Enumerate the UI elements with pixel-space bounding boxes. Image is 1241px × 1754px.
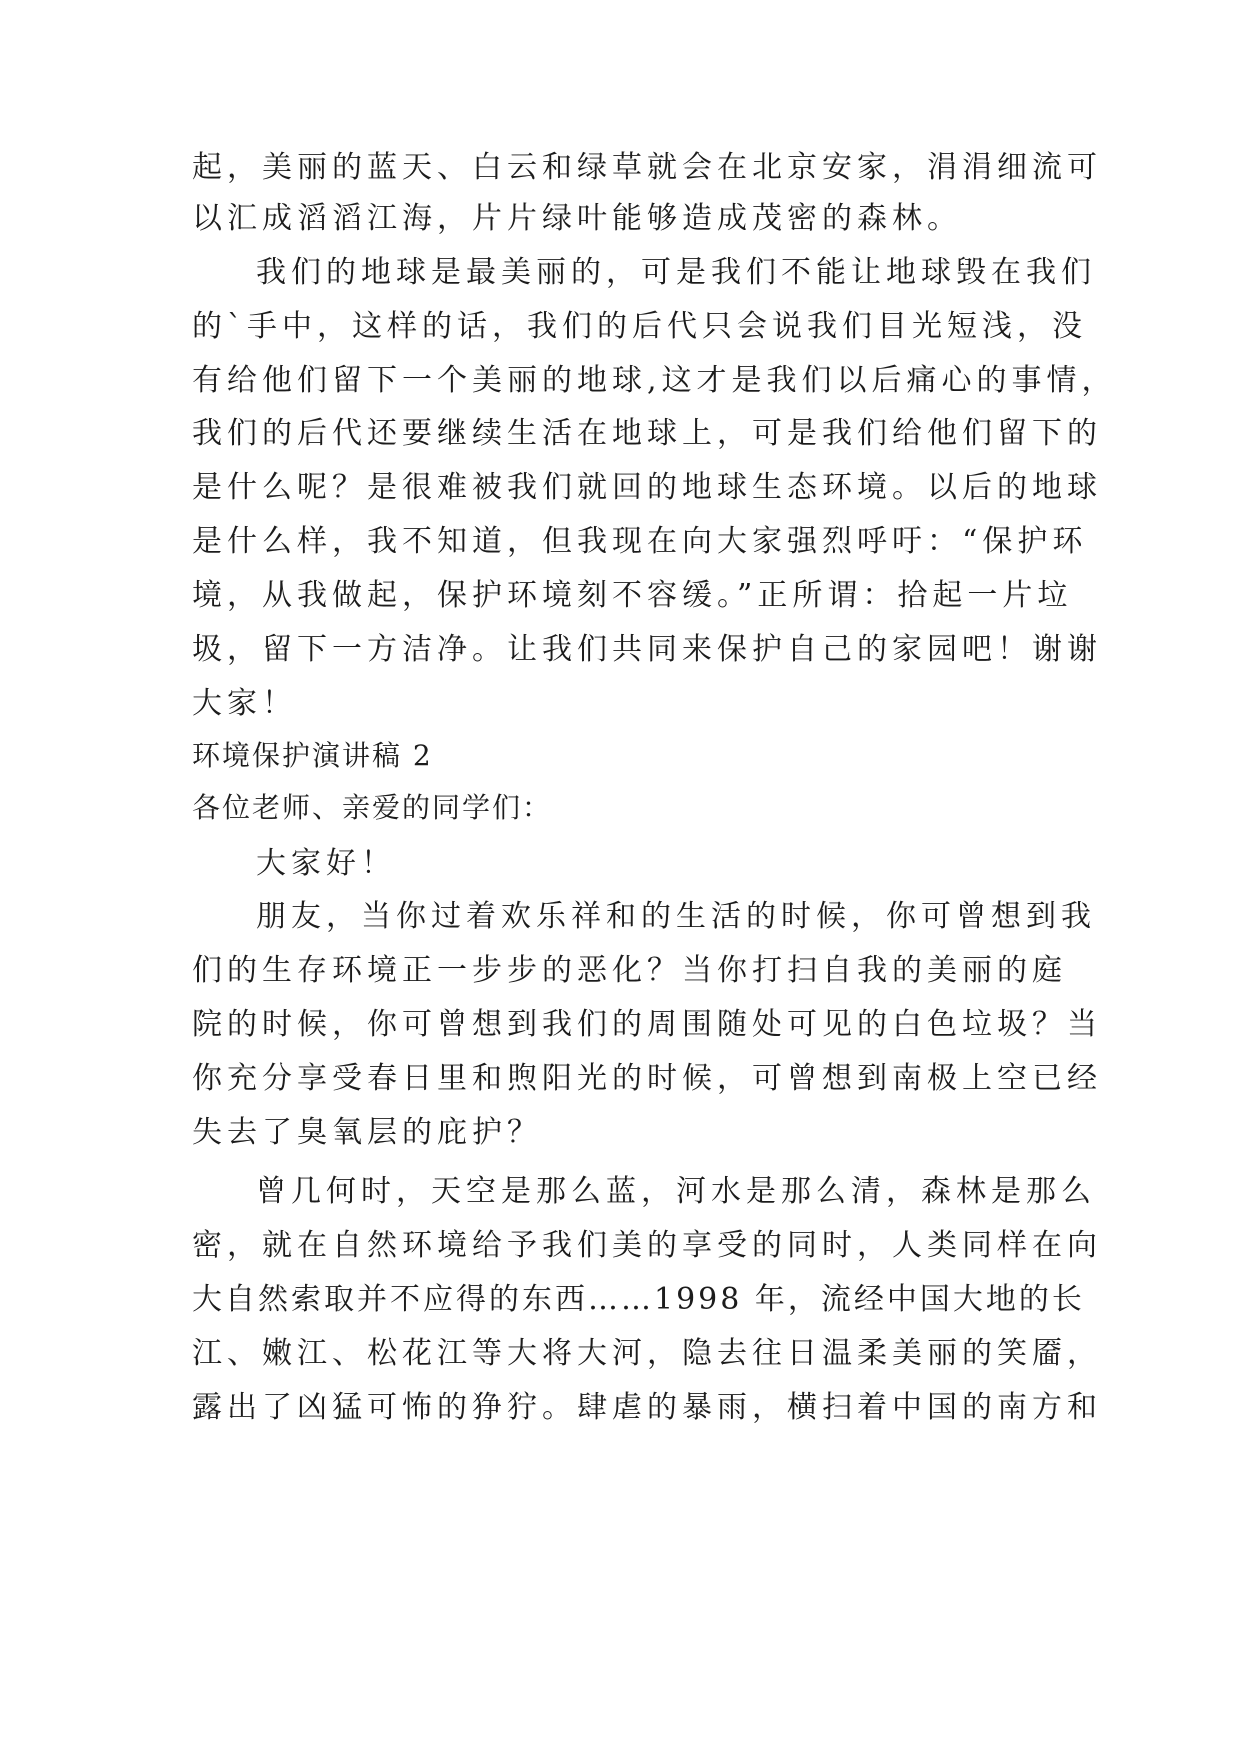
text-line: 大家！ — [192, 686, 297, 721]
text-line: 露出了凶猛可怖的狰狞。肆虐的暴雨，横扫着中国的南方和 — [192, 1390, 1102, 1425]
text-line: 我们的后代还要继续生活在地球上，可是我们给他们留下的 — [192, 416, 1102, 451]
text-line: 是什么呢？是很难被我们就回的地球生态环境。以后的地球 — [192, 470, 1102, 505]
text-line: 是什么样，我不知道，但我现在向大家强烈呼吁：“保护环 — [192, 524, 1088, 559]
section-title: 环境保护演讲稿 2 — [192, 739, 433, 772]
text-line: 有给他们留下一个美丽的地球,这才是我们以后痛心的事情， — [192, 363, 1117, 398]
text-line: 起，美丽的蓝天、白云和绿草就会在北京安家，涓涓细流可 — [192, 150, 1102, 185]
text-line: 密，就在自然环境给予我们美的享受的同时，人类同样在向 — [192, 1228, 1102, 1263]
greeting: 大家好！ — [256, 846, 396, 881]
text-line: 们的生存环境正一步步的恶化？当你打扫自我的美丽的庭 — [192, 953, 1067, 988]
text-line: 你充分享受春日里和煦阳光的时候，可曾想到南极上空已经 — [192, 1061, 1102, 1096]
salutation: 各位老师、亲爱的同学们： — [192, 791, 553, 824]
text-line: 江、嫩江、松花江等大将大河，隐去往日温柔美丽的笑靥， — [192, 1336, 1102, 1371]
paragraph-first-line: 我们的地球是最美丽的，可是我们不能让地球毁在我们 — [256, 255, 1096, 290]
paragraph-first-line: 曾几何时，天空是那么蓝，河水是那么清，森林是那么 — [256, 1174, 1096, 1209]
paragraph-first-line: 朋友，当你过着欢乐祥和的生活的时候，你可曾想到我 — [256, 899, 1096, 934]
text-line: 以汇成滔滔江海，片片绿叶能够造成茂密的森林。 — [192, 201, 962, 236]
text-line: 圾，留下一方洁净。让我们共同来保护自己的家园吧！谢谢 — [192, 632, 1102, 667]
text-line: 大自然索取并不应得的东西……1998 年，流经中国大地的长 — [192, 1282, 1085, 1317]
text-line: 境，从我做起，保护环境刻不容缓。”正所谓：拾起一片垃 — [192, 578, 1073, 613]
text-line: 失去了臭氧层的庇护？ — [192, 1115, 542, 1150]
text-line: 院的时候，你可曾想到我们的周围随处可见的白色垃圾？当 — [192, 1007, 1102, 1042]
text-line: 的`手中，这样的话，我们的后代只会说我们目光短浅，没 — [192, 309, 1087, 344]
